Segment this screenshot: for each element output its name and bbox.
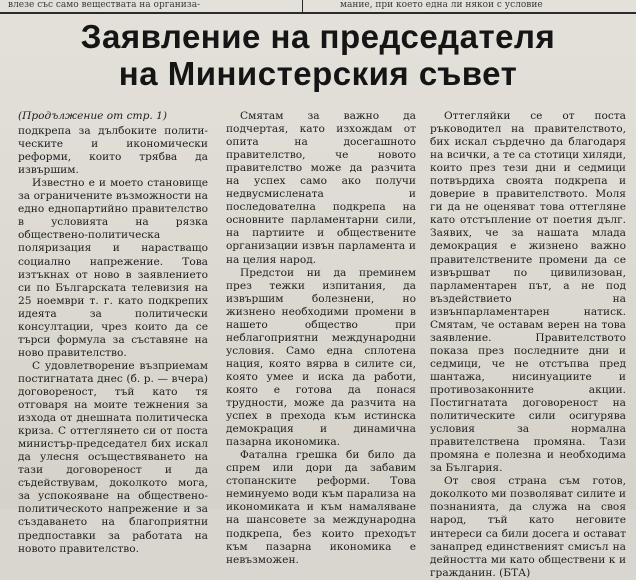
previous-article-text-right: мание, при което една ли някои с условие bbox=[340, 0, 543, 10]
headline-line-2: на Министерския съвет bbox=[118, 55, 518, 92]
paragraph: подкрепа за дълбоките полити-ческите и икономически реформи, които трябва да извършим. bbox=[18, 125, 208, 177]
top-rule bbox=[0, 12, 636, 14]
paragraph: Предстои ни да преминем през тежки изпитания, да извършим болезнени, но жизнено необходими промени в нашето общество при неблагоприятни международни условия. Само една сплотена нация, която вярва в силите си, която умее и иска да работи, която е готова да понася трудности, може да разчита на успех в прехода към истинска демокрация и динамична пазарна икономика. bbox=[226, 266, 416, 449]
paragraph: Фатална грешка би било да спрем или дори да забавим стопанските реформи. Това неминуемо води към парализа на икономиката и към намаляване на шансовете за международна подкрепа, без които преходът към пазарна икономика е невъзможен. bbox=[226, 449, 416, 566]
article-column-3 bbox=[430, 110, 626, 580]
paragraph: С удовлетворение възприемам постигнатата днес (б. р. — вчера) договореност, тъй като тя отговаря на моите тежнения за изхода от днешната политическа криза. С оттеглянето си от поста министър-председател бих искал да улесня осъществяването на тази договореност и да съдействувам, доколкото мога, за успокояване на обществено-политическото напрежение и за създаването на благоприятни предпоставки за работата на новото правителство. bbox=[18, 359, 208, 555]
article-column-2 bbox=[226, 110, 416, 567]
article-column-1 bbox=[18, 110, 208, 556]
headline-line-1: Заявление на председателя bbox=[80, 18, 556, 55]
paragraph: От своя страна съм готов, доколкото ми позволяват силите и познанията, да служа на своя народ, тъй като неговите интереси са били досега и остават занапред единственият смисъл на дейността ми като обществени к и гражданин. (БТА) bbox=[430, 475, 626, 579]
paragraph: Известно е и моето становище за ограничените възможности на едно еднопартийно правителство в условията на рязка обществено-политическа поляризация и нарастващо социално напрежение. Това изтъкнах от ново в заявлението си по Българската телевизия на 25 ноември т. г. като подкрепих идеята за политически консултации, чрез които да се търси формула за съставяне на ново правителство. bbox=[18, 177, 208, 359]
continued-note: (Продължение от стр. 1) bbox=[18, 110, 167, 122]
paragraph: Оттегляйки се от поста ръководител на правителството, бих искал сърдечно да благодаря на всички, а те са стотици хиляди, които през тези дни и седмици потвърдиха своята подкрепа и доверие в правителството. Моля ги да не оценяват това оттегляне като отстъпление от поетия дълг. Заявих, че за нашата млада демокрация е жизнено важно правителствените промени да се извършват по цивилизован, парламентарен път, а не под въздействието на извънпарламентарен натиск. Смятам, че оставам верен на това заявление. Правителството показа през последните дни и седмици, че не отстъпва пред шантажа, нисинуациите и противозаконните акции. Постигнатата договореност на политическите сили осигурява условия за нормална правителствена промяна. Тази промяна е полезна и необходима за България. bbox=[430, 110, 626, 475]
paragraph: Смятам за важно да подчертая, като изхождам от опита на досегашното правителство, че новото правителство може да разчита на успех само ако получи недвусмислената и последователна подкрепа на основните парламентарни сили, на партиите и обществените организации извън парламента и на целия народ. bbox=[226, 110, 416, 266]
article-headline bbox=[10, 18, 626, 92]
top-column-divider bbox=[302, 0, 303, 12]
previous-article-text-left: влезе със само веществата на организа- bbox=[8, 0, 201, 10]
